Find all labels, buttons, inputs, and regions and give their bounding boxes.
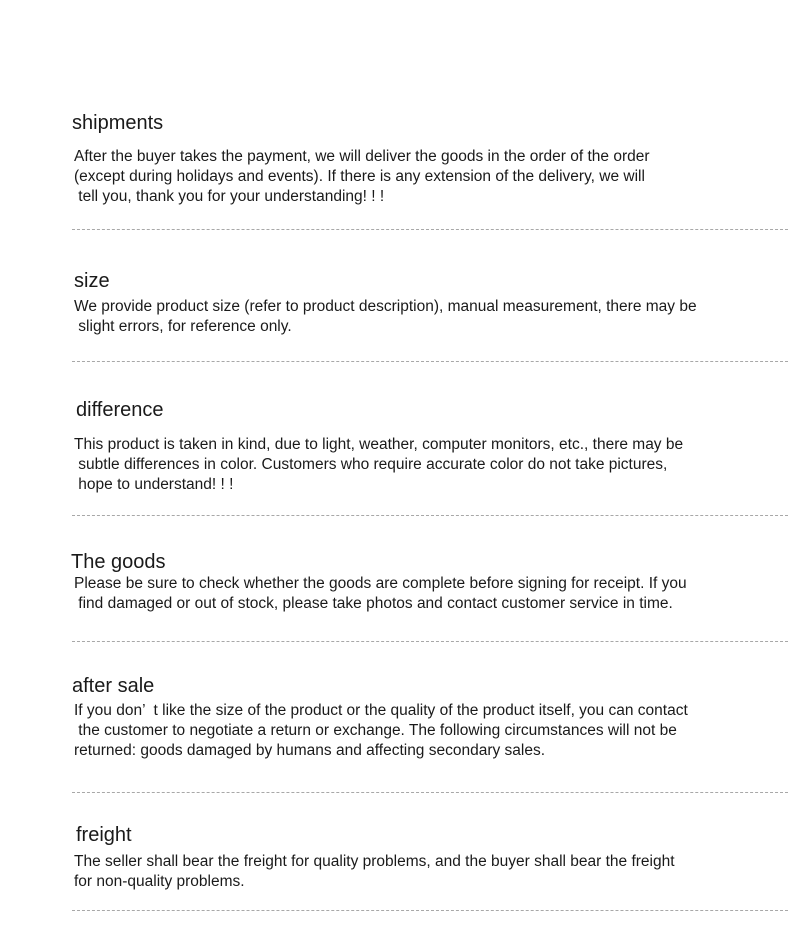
section-text-line: After the buyer takes the payment, we will deliver the goods in the order of the order — [74, 148, 650, 165]
section-text-line: hope to understand! ! ! — [74, 476, 234, 493]
section-text-line: Please be sure to check whether the goods are complete before signing for receipt. If you — [74, 575, 687, 592]
dashed-divider — [72, 229, 788, 230]
section-text-line: find damaged or out of stock, please take photos and contact customer service in time. — [74, 595, 673, 612]
dashed-divider — [72, 792, 788, 793]
section-text-line: tell you, thank you for your understanding! ! ! — [74, 188, 385, 205]
section-heading: freight — [76, 824, 132, 846]
section-text-line: The seller shall bear the freight for quality problems, and the buyer shall bear the freight — [74, 853, 675, 870]
dashed-divider — [72, 361, 788, 362]
section-text-line: slight errors, for reference only. — [74, 318, 292, 335]
section-text-line: returned: goods damaged by humans and affecting secondary sales. — [74, 742, 546, 759]
section-text-line: (except during holidays and events). If there is any extension of the delivery, we will — [74, 168, 645, 185]
section-heading: after sale — [72, 675, 155, 697]
section-text-line: We provide product size (refer to product description), manual measurement, there may be — [74, 298, 697, 315]
dashed-divider — [72, 515, 788, 516]
section-heading: size — [74, 270, 110, 292]
section-heading: difference — [76, 399, 164, 421]
dashed-divider — [72, 910, 788, 911]
section-heading: The goods — [71, 551, 166, 573]
section-heading: shipments — [72, 112, 164, 134]
section-text-line: If you don’ t like the size of the product or the quality of the product itself, you can contact — [74, 702, 688, 719]
section-text-line: for non-quality problems. — [74, 873, 245, 890]
section-text-line: This product is taken in kind, due to light, weather, computer monitors, etc., there may be — [74, 436, 684, 453]
dashed-divider — [72, 641, 788, 642]
section-text-line: subtle differences in color. Customers who require accurate color do not take pictures, — [74, 456, 668, 473]
section-text-line: the customer to negotiate a return or exchange. The following circumstances will not be — [74, 722, 677, 739]
